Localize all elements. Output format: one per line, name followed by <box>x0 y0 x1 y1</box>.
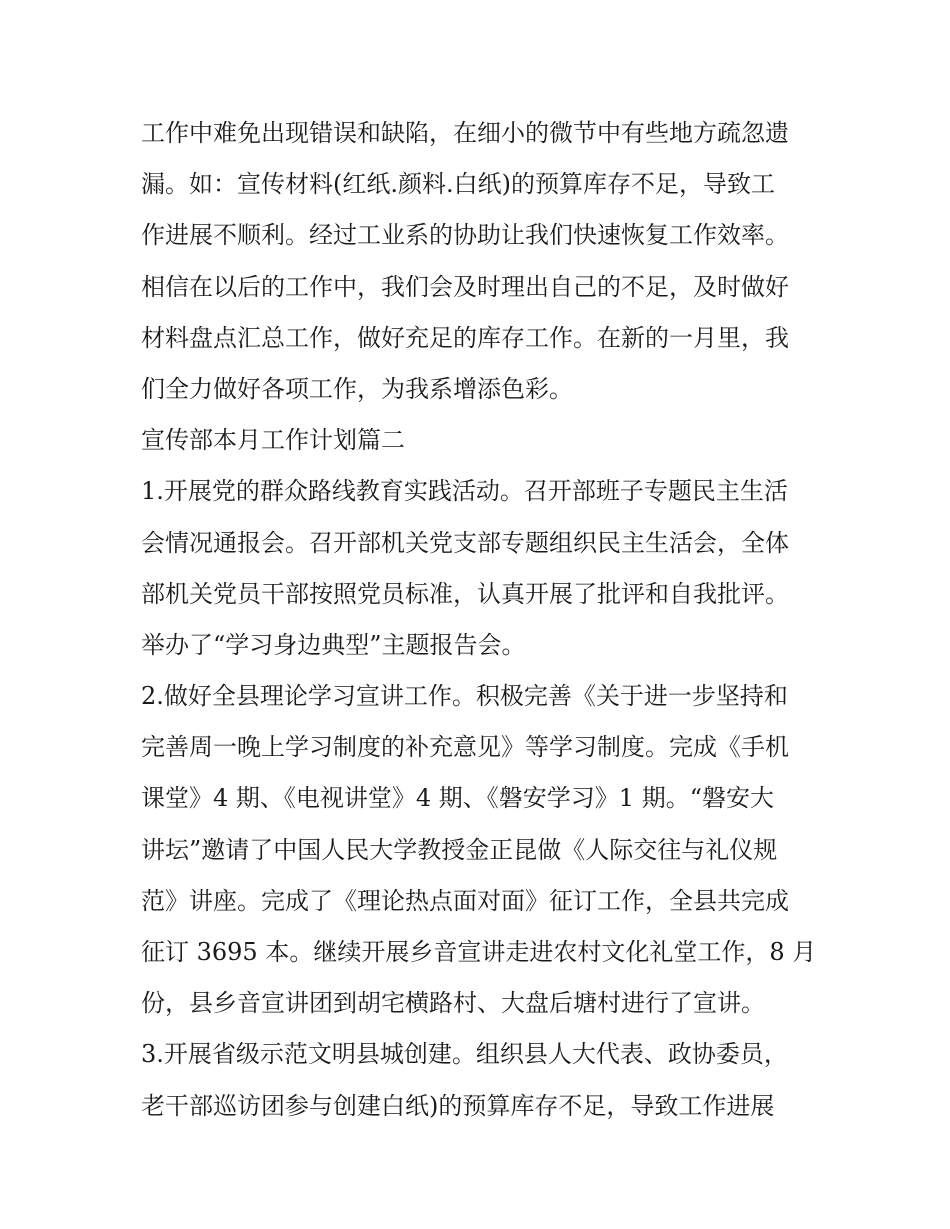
text-line: 部机关党员干部按照党员标准，认真开展了批评和自我批评。 <box>141 579 789 608</box>
text-line: 漏。如：宣传材料(红纸.颜料.白纸)的预算库存不足，导致工 <box>141 170 775 199</box>
text-line: 会情况通报会。召开部机关党支部专题组织民主生活会，全体 <box>141 528 789 557</box>
text-line: 作进展不顺利。经过工业系的协助让我们快速恢复工作效率。 <box>141 221 789 250</box>
text-line: 材料盘点汇总工作，做好充足的库存工作。在新的一月里，我 <box>141 323 789 352</box>
text-line: 2.做好全县理论学习宣讲工作。积极完善《关于进一步坚持和 <box>141 682 788 711</box>
text-line: 讲坛”邀请了中国人民大学教授金正昆做《人际交往与礼仪规 <box>141 835 778 864</box>
text-line: 完善周一晚上学习制度的补充意见》等学习制度。完成《手机 <box>141 733 789 762</box>
text-line: 们全力做好各项工作，为我系增添色彩。 <box>141 374 573 403</box>
text-line: 1.开展党的群众路线教育实践活动。召开部班子专题民主生活 <box>141 477 788 506</box>
text-line: 3.开展省级示范文明县城创建。组织县人大代表、政协委员， <box>141 1040 788 1069</box>
text-line: 举办了“学习身边典型”主题报告会。 <box>141 630 526 659</box>
text-line: 老干部巡访团参与创建白纸)的预算库存不足，导致工作进展 <box>141 1091 775 1120</box>
text-line: 范》讲座。完成了《理论热点面对面》征订工作，全县共完成 <box>141 886 789 915</box>
text-line: 份，县乡音宣讲团到胡宅横路村、大盘后塘村进行了宣讲。 <box>141 989 765 1018</box>
text-line: 工作中难免出现错误和缺陷，在细小的微节中有些地方疏忽遗 <box>141 119 789 147</box>
text-line: 征订 3695 本。继续开展乡音宣讲走进农村文化礼堂工作，8 月 <box>141 938 817 966</box>
text-line: 相信在以后的工作中，我们会及时理出自己的不足，及时做好 <box>141 272 789 301</box>
document-body <box>141 108 821 1132</box>
text-line: 课堂》4 期、《电视讲堂》4 期、《磐安学习》1 期。“磐安大 <box>141 784 774 813</box>
section-heading: 宣传部本月工作计划篇二 <box>141 426 405 455</box>
